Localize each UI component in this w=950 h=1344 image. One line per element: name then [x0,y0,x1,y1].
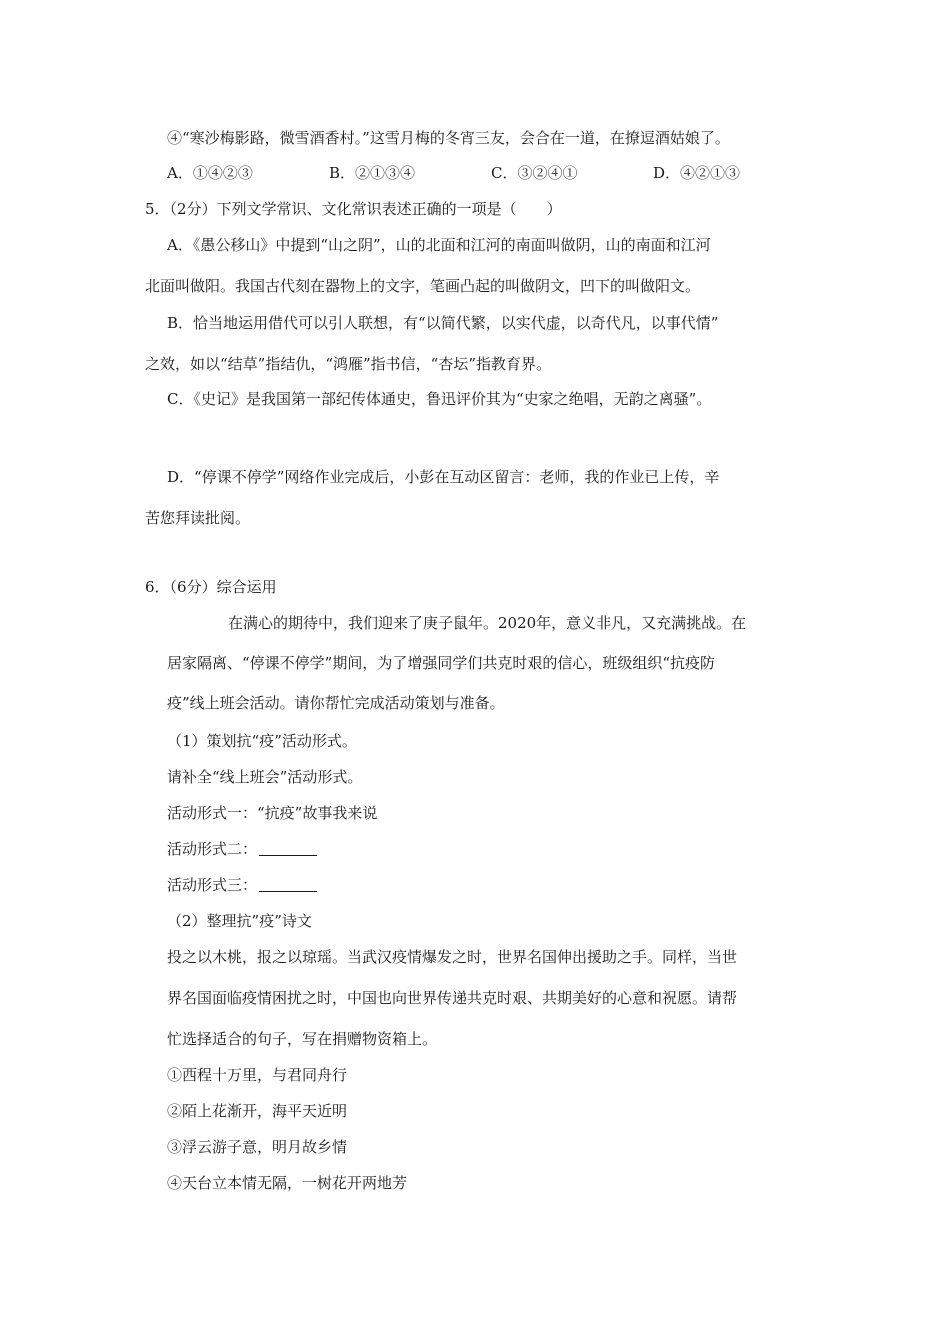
q6-poem-3: ③浮云游子意，明月故乡情 [167,1138,348,1156]
q6-form-2-row [167,839,317,859]
q4-option-b: B．②①③④ [329,164,416,182]
q6-form-3-blank[interactable] [259,877,317,892]
q6-form-3-label: 活动形式三： [167,876,258,894]
q4-option-a: A．①④②③ [167,164,253,182]
q6-intro-line2: 居家隔离、“停课不停学”期间，为了增强同学们共克时艰的信心，班级组织“抗疫防 [167,654,716,672]
q6-intro-line3: 疫”线上班会活动。请你帮忙完成活动策划与准备。 [167,694,505,712]
q4-option-c: C．③②④① [491,164,578,182]
q6-part2-title: （2）整理抗”疫”诗文 [167,912,312,930]
q6-poem-1: ①西程十万里，与君同舟行 [167,1066,348,1084]
q6-poem-2: ②陌上花渐开，海平天近明 [167,1102,348,1120]
q5-option-a-line1: A．《愚公移山》中提到“山之阴”，山的北面和江河的南面叫做阴，山的南面和江河 [167,236,711,254]
q4-item-4: ④“寒沙梅影路，微雪酒香村。”这雪月梅的冬宵三友，会合在一道，在撩逗酒姑娘了。 [167,129,730,147]
q5-option-a-line2: 北面叫做阳。我国古代刻在器物上的文字，笔画凸起的叫做阴文，凹下的叫做阳文。 [145,277,701,295]
q4-options [167,163,807,183]
q6-form-2-label: 活动形式二： [167,840,258,858]
q5-option-d-line2: 苦您拜读批阅。 [145,509,251,527]
q6-stem: 6．（6分）综合运用 [145,578,277,596]
q5-option-d-line1: D．“停课不停学”网络作业完成后，小彭在互动区留言：老师，我的作业已上传，辛 [167,468,720,486]
q6-intro-line1: 在满心的期待中，我们迎来了庚子鼠年。2020年，意义非凡，又充满挑战。在 [228,614,747,632]
q4-option-d: D．④②①③ [653,164,741,182]
q5-option-b-line2: 之效，如以“结草”指结仇，“鸿雁”指书信，“杏坛”指教育界。 [145,355,552,373]
q6-part2-line1: 投之以木桃，报之以琼瑶。当武汉疫情爆发之时，世界名国伸出援助之手。同样，当世 [167,948,738,966]
q6-part1-title: （1）策划抗“疫”活动形式。 [167,732,357,750]
q5-option-c: C．《史记》是我国第一部纪传体通史，鲁迅评价其为“史家之绝唱，无韵之离骚”。 [167,390,712,408]
q6-part2-line2: 界名国面临疫情困扰之时，中国也向世界传递共克时艰、共期美好的心意和祝愿。请帮 [167,989,738,1007]
q6-form-1: 活动形式一：“抗疫”故事我来说 [167,804,378,822]
q6-form-2-blank[interactable] [259,841,317,856]
q5-stem: 5．（2分）下列文学常识、文化常识表述正确的一项是（ ） [145,200,562,218]
q6-part1-prompt: 请补全“线上班会”活动形式。 [167,768,363,786]
q6-poem-4: ④天台立本情无隔，一树花开两地芳 [167,1174,408,1192]
q6-part2-line3: 忙选择适合的句子，写在捐赠物资箱上。 [167,1030,438,1048]
q6-form-3-row [167,875,317,895]
q5-option-b-line1: B．恰当地运用借代可以引人联想，有“以简代繁，以实代虚，以奇代凡，以事代情” [167,314,719,332]
